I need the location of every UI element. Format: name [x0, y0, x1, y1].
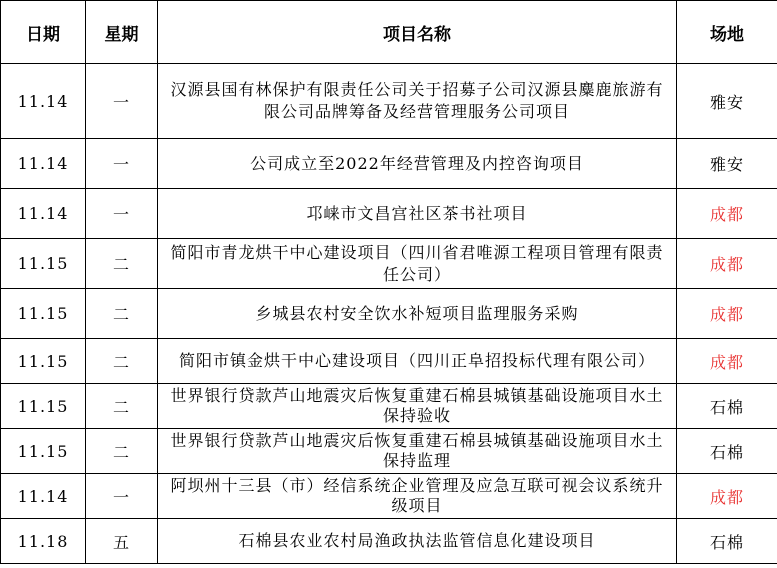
project-cell: 邛崃市文昌宫社区茶书社项目 — [158, 189, 677, 239]
date-cell: 11.14 — [1, 64, 86, 139]
venue-cell: 成都 — [677, 239, 777, 289]
header-date: 日期 — [1, 1, 86, 64]
weekday-cell: 一 — [86, 474, 158, 519]
project-cell: 简阳市青龙烘干中心建设项目（四川省君唯源工程项目管理有限责任公司） — [158, 239, 677, 289]
venue-cell: 成都 — [677, 189, 777, 239]
venue-cell: 石棉 — [677, 429, 777, 474]
venue-cell: 雅安 — [677, 64, 777, 139]
weekday-cell: 二 — [86, 384, 158, 429]
weekday-cell: 二 — [86, 239, 158, 289]
weekday-cell: 二 — [86, 339, 158, 384]
project-cell: 世界银行贷款芦山地震灾后恢复重建石棉县城镇基础设施项目水土保持监理 — [158, 429, 677, 474]
venue-cell: 成都 — [677, 289, 777, 339]
date-cell: 11.15 — [1, 384, 86, 429]
venue-cell: 雅安 — [677, 139, 777, 189]
date-cell: 11.14 — [1, 139, 86, 189]
project-cell: 公司成立至2022年经营管理及内控咨询项目 — [158, 139, 677, 189]
table-row — [1, 339, 777, 384]
table-row — [1, 139, 777, 189]
table-row — [1, 289, 777, 339]
date-cell: 11.15 — [1, 239, 86, 289]
header-project: 项目名称 — [158, 1, 677, 64]
weekday-cell: 二 — [86, 289, 158, 339]
table-row — [1, 384, 777, 429]
venue-cell: 成都 — [677, 474, 777, 519]
header-weekday: 星期 — [86, 1, 158, 64]
project-cell: 乡城县农村安全饮水补短项目监理服务采购 — [158, 289, 677, 339]
weekday-cell: 二 — [86, 429, 158, 474]
project-cell: 汉源县国有林保护有限责任公司关于招募子公司汉源县麋鹿旅游有限公司品牌筹备及经营管理服务公司项目 — [158, 64, 677, 139]
weekday-cell: 一 — [86, 189, 158, 239]
table-row — [1, 189, 777, 239]
venue-cell: 石棉 — [677, 519, 777, 564]
venue-cell: 成都 — [677, 339, 777, 384]
header-row — [1, 1, 777, 64]
date-cell: 11.14 — [1, 474, 86, 519]
weekday-cell: 一 — [86, 139, 158, 189]
date-cell: 11.15 — [1, 339, 86, 384]
project-cell: 简阳市镇金烘干中心建设项目（四川正阜招投标代理有限公司） — [158, 339, 677, 384]
venue-cell: 石棉 — [677, 384, 777, 429]
weekday-cell: 一 — [86, 64, 158, 139]
date-cell: 11.15 — [1, 289, 86, 339]
header-venue: 场地 — [677, 1, 777, 64]
project-cell: 石棉县农业农村局渔政执法监管信息化建设项目 — [158, 519, 677, 564]
weekday-cell: 五 — [86, 519, 158, 564]
table-row — [1, 429, 777, 474]
date-cell: 11.18 — [1, 519, 86, 564]
project-cell: 世界银行贷款芦山地震灾后恢复重建石棉县城镇基础设施项目水土保持验收 — [158, 384, 677, 429]
table-row — [1, 519, 777, 564]
date-cell: 11.14 — [1, 189, 86, 239]
table-row — [1, 64, 777, 139]
date-cell: 11.15 — [1, 429, 86, 474]
table-row — [1, 474, 777, 519]
project-cell: 阿坝州十三县（市）经信系统企业管理及应急互联可视会议系统升级项目 — [158, 474, 677, 519]
table-row — [1, 239, 777, 289]
